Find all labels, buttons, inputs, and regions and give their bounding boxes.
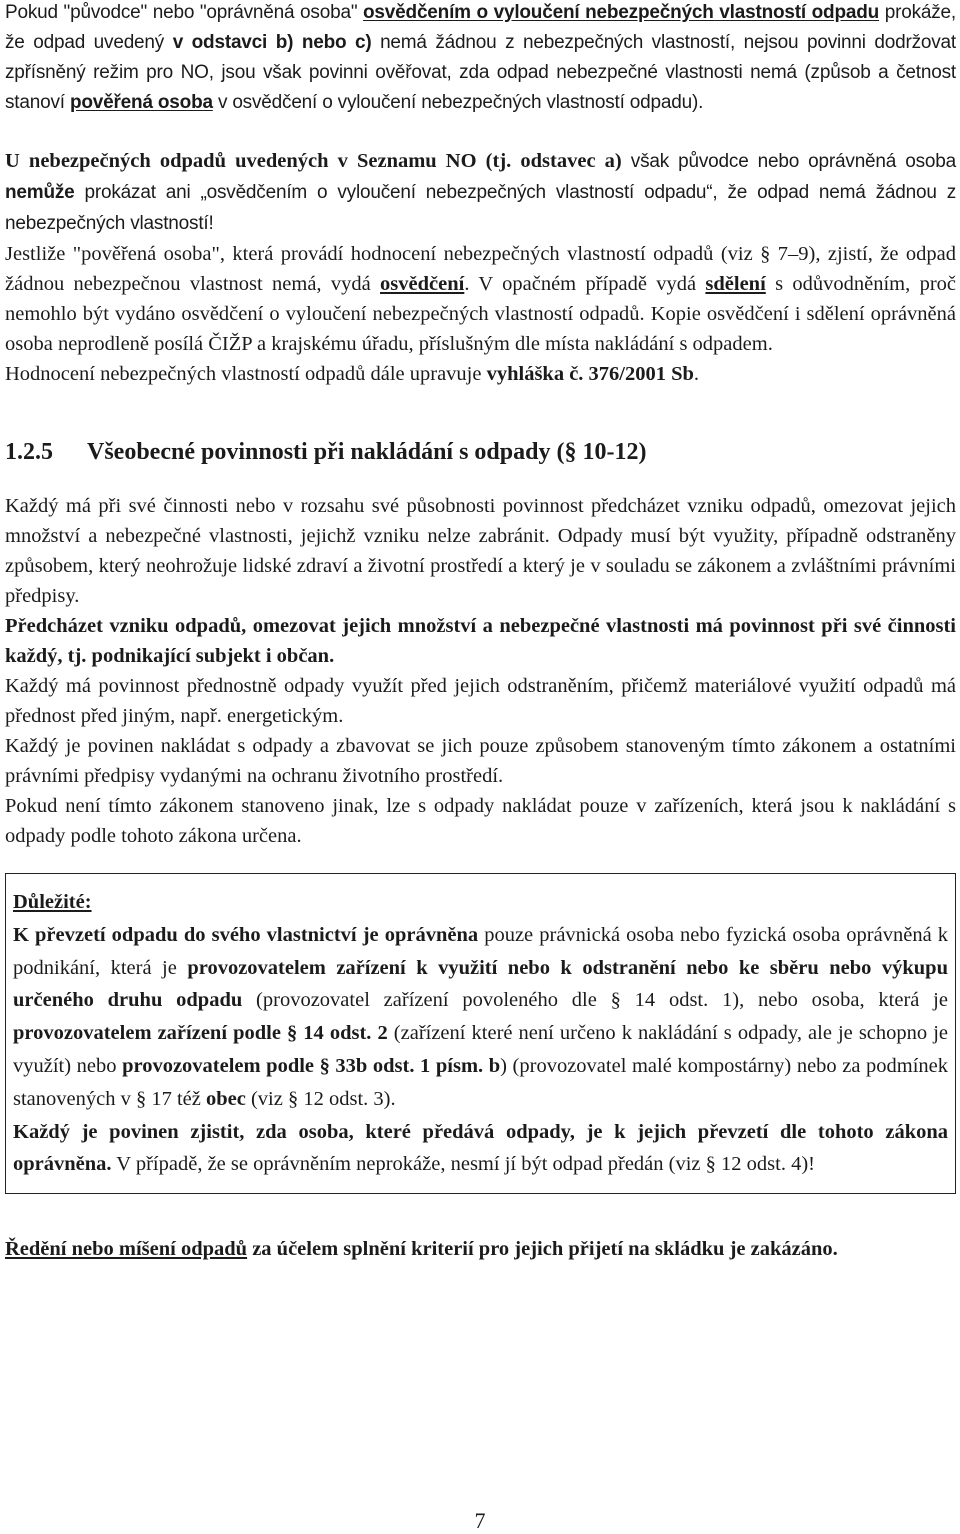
notice-paragraph-ownership: K převzetí odpadu do svého vlastnictví je oprávněna pouze právnická osoba nebo fyzická osoba oprávněná k podnikání, která je provozovatelem zařízení k využití nebo k odstranění nebo ke sběru nebo výkupu určeného druhu odpadu (provozovatel zařízení povoleného dle § 14 odst. 1), nebo osoba, která je provozovatelem zařízení podle § 14 odst. 2 (zařízení které není určeno k nakládání s odpady, ale je schopno je využít) nebo provozovatelem podle § 33b odst. 1 písm. b) (provozovatel malé kompostárny) nebo za podmínek stanovených v § 17 též obec (viz § 12 odst. 3).: [13, 923, 949, 1110]
certificate-link-text: osvědčením o vyloučení nebezpečných vlastností odpadu: [363, 2, 880, 23]
paragraph-hazardous-list: U nebezpečných odpadů uvedených v Seznamu NO (tj. odstavec a) však původce nebo oprávněná osoba nemůže prokázat ani „osvědčením o vyloučení nebezpečných vlastností odpadu“, že odpad nemá žádnou z nebezpečných vlastností!: [5, 150, 956, 234]
paragraph-dilution-ban: Ředění nebo míšení odpadů za účelem splnění kriterií pro jejich přijetí na skládku je zakázáno.: [5, 1238, 838, 1261]
notice-title: Důležité:: [13, 891, 92, 913]
authorized-person-text: pověřená osoba: [69, 92, 213, 113]
notice-paragraph-verification: Každý je povinen zjistit, zda osoba, které předává odpady, je k jejich převzetí dle tohoto zákona oprávněna. V případě, že se oprávněním neprokáže, nesmí jí být odpad předán (viz § 12 odst. 4)!: [13, 1120, 948, 1176]
page-number: 7: [474, 1508, 486, 1533]
paragraph-prevention: Předcházet vzniku odpadů, omezovat jejich množství a nebezpečné vlastnosti má povinnost při své činnosti každý, tj. podnikající subjekt i občan.: [5, 615, 956, 667]
paragraph-recovery: Každý má povinnost přednostně odpady využít před jejich odstraněním, přičemž materiálové využití odpadů má přednost před jiným, např. energetickým.: [5, 675, 956, 727]
paragraph-certificate: Pokud "původce" nebo "oprávněná osoba" osvědčením o vyloučení nebezpečných vlastností odpadu prokáže, že odpad uvedený v odstavci b) nebo c) nemá žádnou z nebezpečných vlastností, nejsou povinni dodržovat zpřísněný režim pro NO, jsou však povinni ověřovat, zda odpad nebezpečné vlastnosti nemá (způsob a četnost stanoví pověřená osoba v osvědčení o vyloučení nebezpečných vlastností odpadu).: [5, 2, 956, 113]
section-number: 1.2.5: [5, 439, 53, 465]
section-title: Všeobecné povinnosti při nakládání s odpady (§ 10-12): [87, 439, 647, 465]
important-notice-box: [5, 873, 956, 1194]
paragraph-regulation: Hodnocení nebezpečných vlastností odpadů dále upravuje vyhláška č. 376/2001 Sb.: [5, 363, 700, 385]
paragraph-facilities: Pokud není tímto zákonem stanoveno jinak, lze s odpady nakládat pouze v zařízeních, která jsou k nakládání s odpady podle tohoto zákona určena.: [5, 795, 956, 847]
paragraph-assessment: Jestliže "pověřená osoba", která provádí hodnocení nebezpečných vlastností odpadů (viz § 7–9), zjistí, že odpad žádnou nebezpečnou vlastnost nemá, vydá osvědčení. V opačném případě vydá sdělení s odůvodněním, proč nemohlo být vydáno osvědčení o vyloučení nebezpečných vlastností odpadů. Kopie osvědčení i sdělení oprávněná osoba neprodleně posílá ČIŽP a krajskému úřadu, příslušným dle místa nakládání s odpadem.: [5, 243, 956, 355]
section-heading: [5, 437, 956, 467]
paragraph-general-duty: Každý má při své činnosti nebo v rozsahu své působnosti povinnost předcházet vzniku odpadů, omezovat jejich množství a nebezpečné vlastnosti, jejichž vzniku nelze zabránit. Odpady musí být využity, případně odstraněny způsobem, který neohrožuje lidské zdraví a životní prostředí a který je v souladu se zákonem a zvláštními právními předpisy.: [5, 495, 956, 607]
paragraph-handling: Každý je povinen nakládat s odpady a zbavovat se jich pouze způsobem stanoveným tímto zákonem a ostatními právními předpisy vydanými na ochranu životního prostředí.: [5, 735, 956, 787]
document-page: [5, 0, 956, 1264]
